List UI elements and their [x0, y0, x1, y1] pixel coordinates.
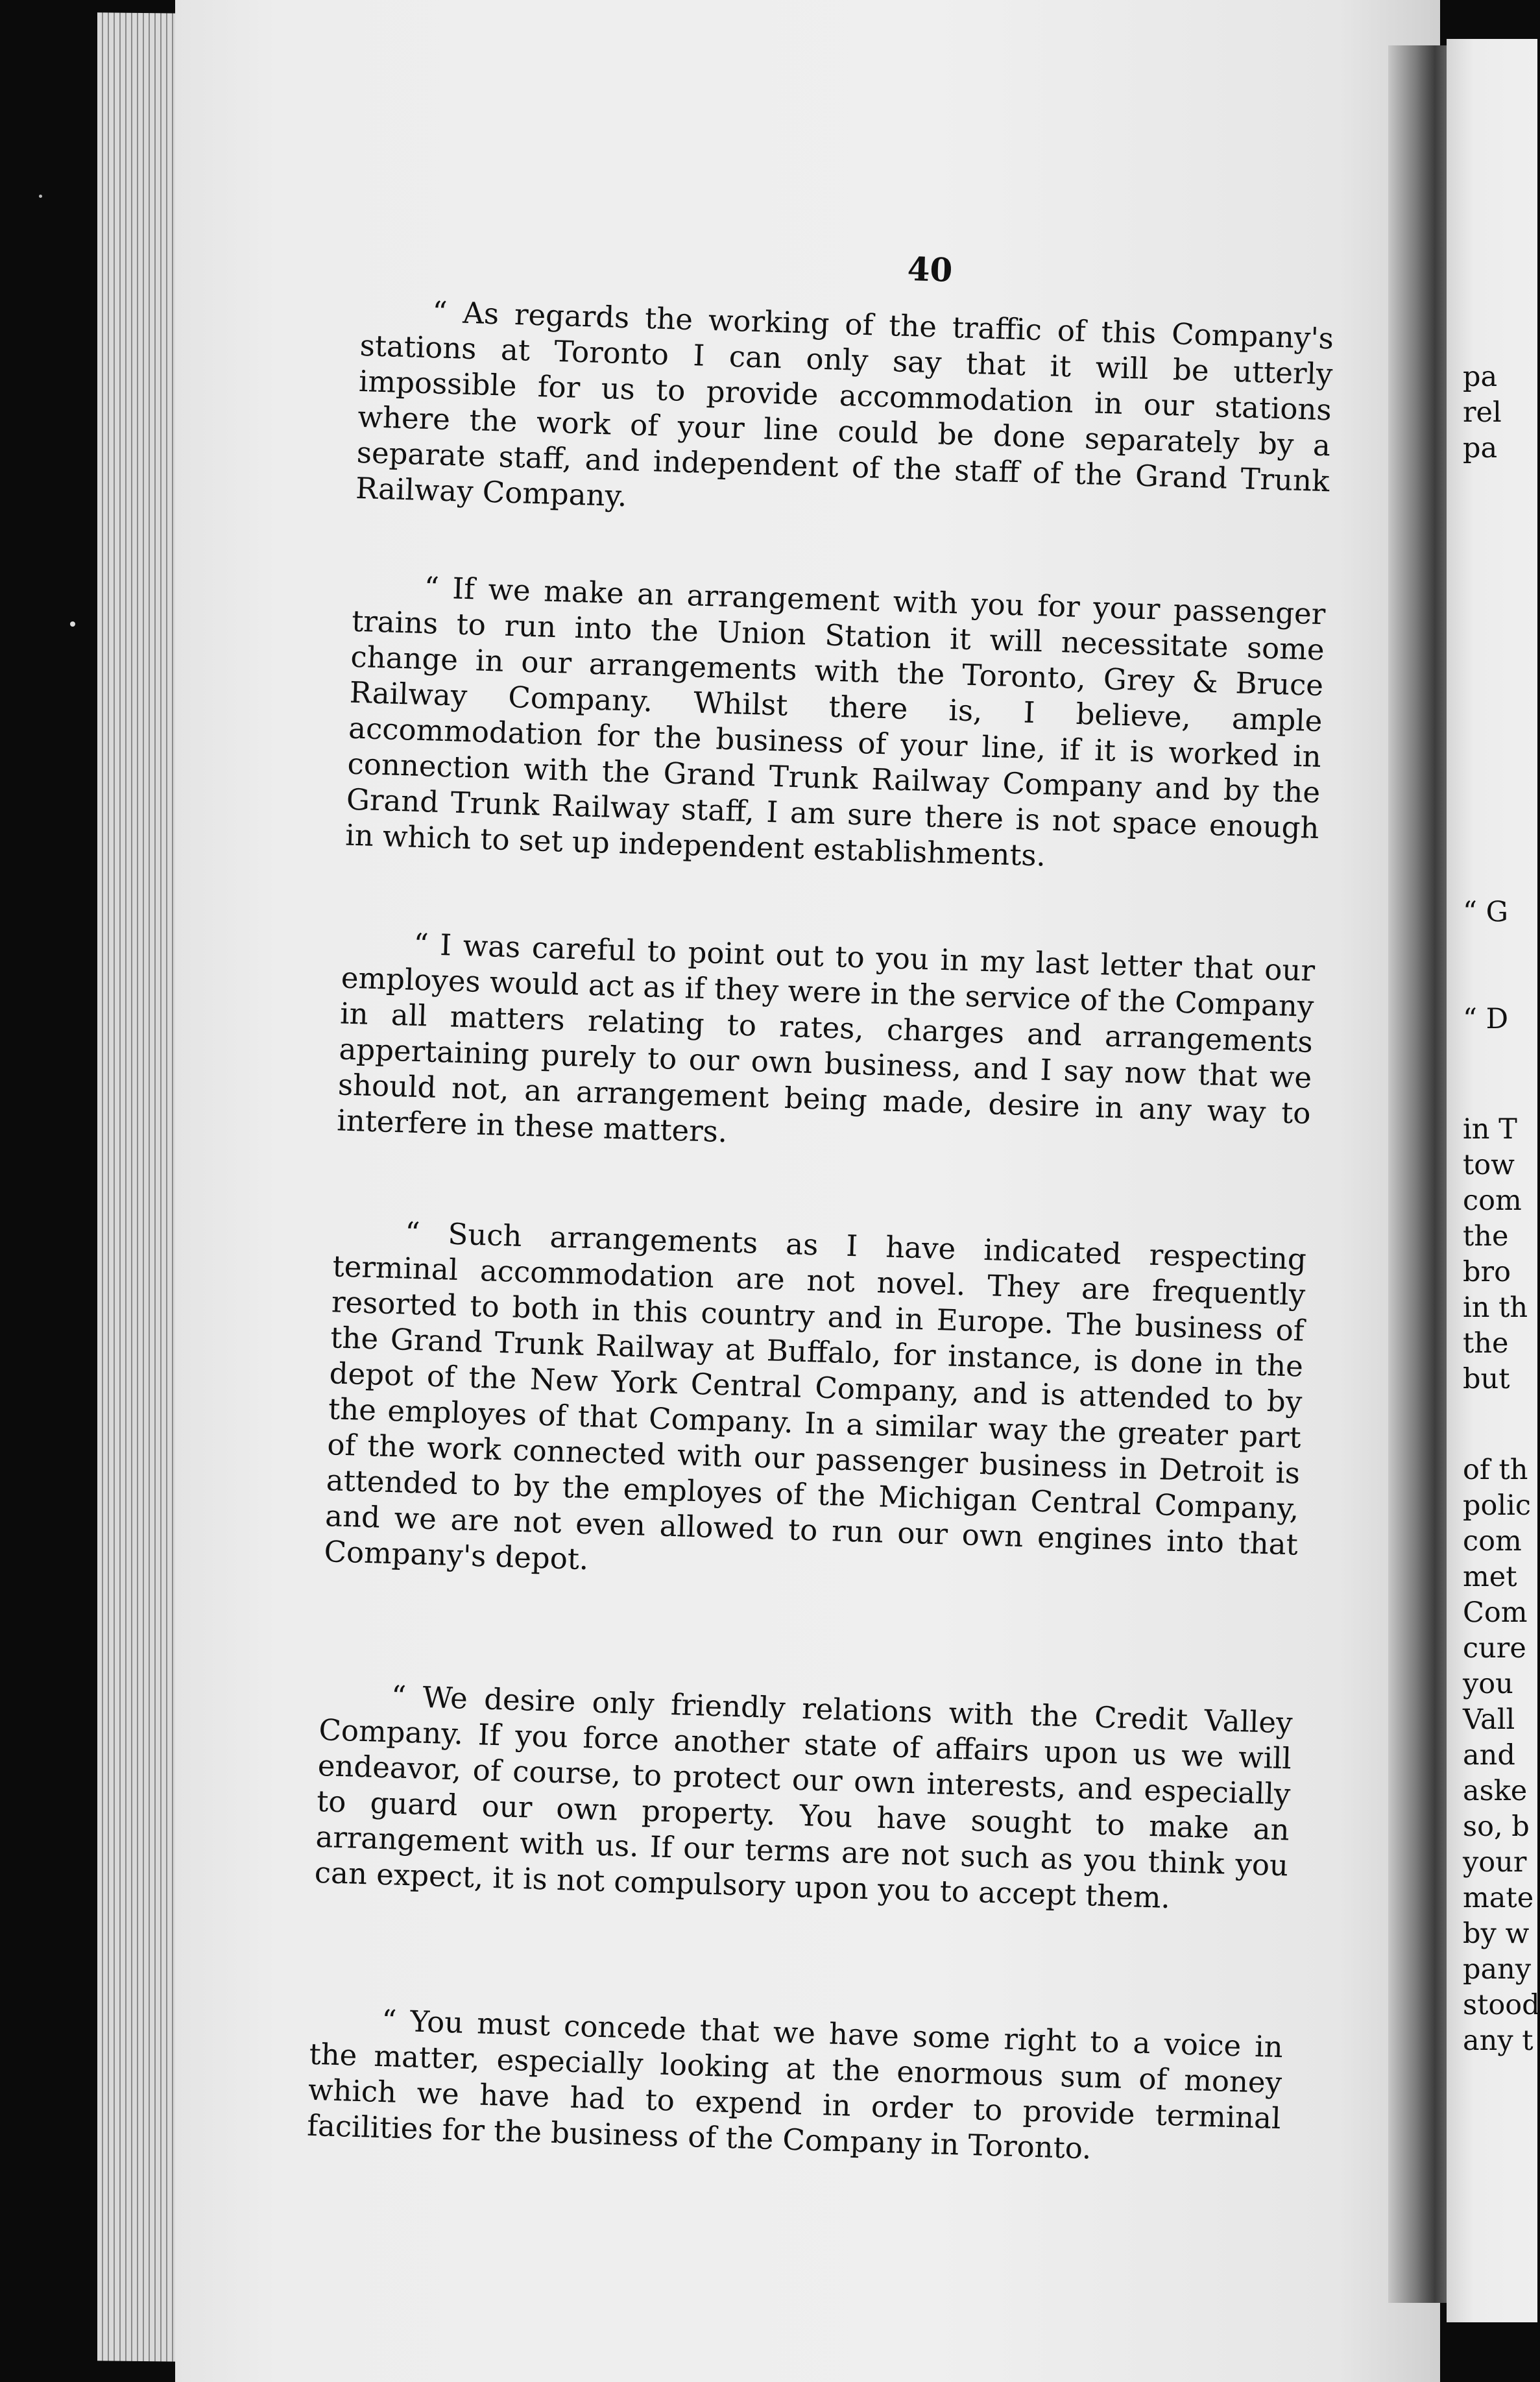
- scan-speck: [39, 195, 42, 198]
- facing-page-fragment: aske: [1463, 1775, 1528, 1807]
- facing-page-fragment: mate: [1463, 1882, 1534, 1914]
- facing-page-fragment: cure: [1463, 1632, 1526, 1665]
- facing-page-fragment: in T: [1463, 1113, 1517, 1146]
- facing-page-fragment: but: [1463, 1363, 1510, 1395]
- paragraph: “ As regards the working of the traffic of this Company's stations at Toronto I can only say that it will be utterly impossible for us to provide accommodation in our stations where the work of your line could be done separately by a separate staff, and independent of the staff of the Grand Trunk Railway Company.: [355, 295, 1334, 514]
- facing-page-fragment: polic: [1463, 1489, 1532, 1522]
- facing-page-fragment: in th: [1463, 1292, 1528, 1324]
- facing-page-fragment: and: [1463, 1739, 1515, 1772]
- facing-page-fragment: so, b: [1463, 1811, 1530, 1843]
- facing-page-fragment: pa: [1463, 432, 1498, 464]
- facing-page-fragment: bro: [1463, 1256, 1511, 1288]
- facing-page-fragment: stood: [1463, 1989, 1540, 2021]
- facing-page-fragment: com: [1463, 1185, 1522, 1217]
- facing-page-fragment: of th: [1463, 1454, 1528, 1486]
- facing-page-fragment: rel: [1463, 396, 1502, 429]
- paragraph: “ I was careful to point out to you in my last letter that our employes would act as if they were in the service of the Company in all matters relating to rates, charges and arrangements appertaining purely to our own business, and I say now that we should not, an arrangement being made, desire in any way to interfere in these matters.: [336, 926, 1316, 1149]
- facing-page-fragment: com: [1463, 1525, 1522, 1558]
- paragraph: “ You must concede that we have some right to a voice in the matter, especially looking at the enormous sum of money which we have had to expend in order to provide terminal facilities for the business of the Company in Toronto.: [306, 2003, 1284, 2166]
- page-edges: [97, 12, 188, 2361]
- facing-page-fragment: “ D: [1463, 1003, 1509, 1035]
- page-number: 40: [906, 249, 954, 289]
- facing-page-fragment: any t: [1463, 2025, 1534, 2057]
- facing-page-fragment: the: [1463, 1220, 1509, 1253]
- facing-page-fragment: your: [1463, 1846, 1527, 1879]
- facing-page-fragment: Com: [1463, 1596, 1528, 1629]
- paragraph: “ We desire only friendly relations with the Credit Valley Company. If you force another state of affairs upon us we will endeavor, of course, to protect our own interests, and especially to guard our own property. You have sought to make an arrangement with us. If our terms are not such as you think you can expect, it is not compulsory upon you to accept them.: [314, 1679, 1293, 1916]
- facing-page-fragment: you: [1463, 1668, 1513, 1700]
- facing-page-fragment: pany: [1463, 1953, 1532, 1986]
- scan-speck: [70, 621, 75, 627]
- facing-page-fragment: “ G: [1463, 896, 1509, 928]
- facing-page-fragment: the: [1463, 1327, 1509, 1360]
- facing-page-fragment: by w: [1463, 1918, 1530, 1950]
- paragraph: “ If we make an arrangement with you for your passenger trains to run into the Union Station it will necessitate some change in our arrangements with the Toronto, Grey & Bruce Railway Company. Whilst there is, I believe, ample accommodation for the business of your line, if it is worked in connection with the Grand Trunk Railway Company and by the Grand Trunk Railway staff, I am sure there is not space enough in which to set up independent establishments.: [344, 570, 1327, 873]
- facing-page-fragment: tow: [1463, 1149, 1515, 1181]
- paragraph: “ Such arrangements as I have indicated respecting terminal accommodation are not novel. They are frequently resorted to both in this country and in Europe. The business of the Grand Trunk Railway at Buffalo, for instance, is done in the depot of the New York Central Company, and is attended to by the employes of that Company. In a similar way the greater part of the work connected with our passenger business in Detroit is attended to by the employes of the Michigan Central Company, and we are not even allowed to run our own engines into that Company's depot.: [323, 1215, 1307, 1577]
- facing-page-fragment: pa: [1463, 361, 1498, 393]
- facing-page-fragment: Vall: [1463, 1703, 1515, 1736]
- facing-page-fragment: met: [1463, 1561, 1517, 1593]
